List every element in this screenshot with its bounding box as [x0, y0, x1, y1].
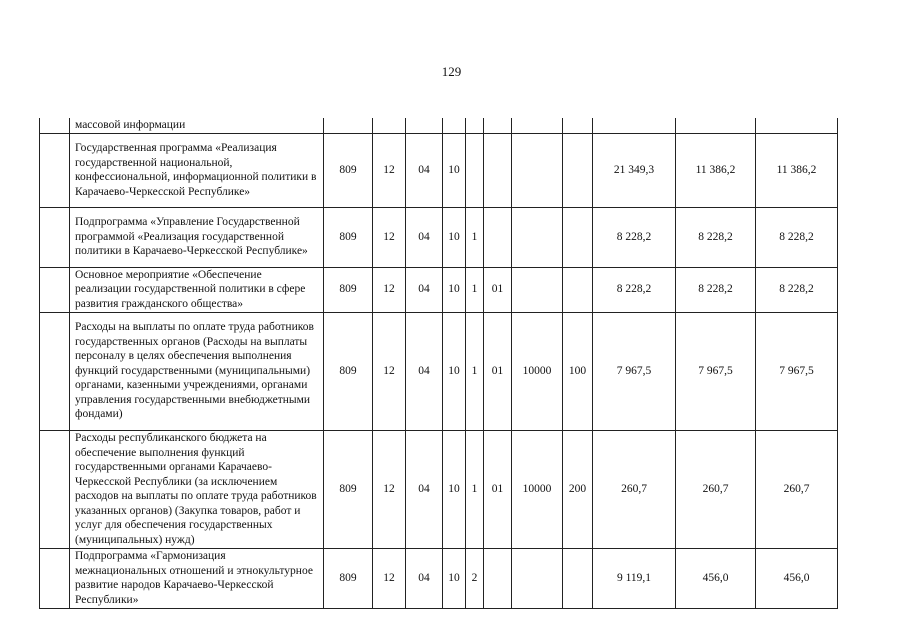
- row-marker-cell: [40, 207, 70, 267]
- table-row: [40, 548, 838, 608]
- amount-2: 260,7: [676, 430, 756, 548]
- row-marker-cell: [40, 133, 70, 207]
- program-code: 10: [443, 430, 466, 548]
- direction-code: [512, 548, 563, 608]
- amount-2: 7 967,5: [676, 312, 756, 430]
- budget-table: [39, 118, 838, 609]
- table-row: [40, 207, 838, 267]
- item-name: Государственная программа «Реализация государственной национальной, конфессиональной, информационной политики в Карачаево-Черкесской Республике»: [70, 133, 324, 207]
- amount-2: [676, 118, 756, 133]
- subprogram-code: 1: [466, 312, 484, 430]
- expense-type-code: [563, 207, 593, 267]
- subprogram-code: 1: [466, 267, 484, 312]
- row-marker-cell: [40, 548, 70, 608]
- subprogram-code: 1: [466, 430, 484, 548]
- ministry-code: 809: [324, 133, 373, 207]
- program-code: 10: [443, 267, 466, 312]
- row-marker-cell: [40, 267, 70, 312]
- event-code: 01: [484, 267, 512, 312]
- event-code: 01: [484, 312, 512, 430]
- section-code: 12: [373, 430, 406, 548]
- event-code: 01: [484, 430, 512, 548]
- program-code: 10: [443, 133, 466, 207]
- program-code: [443, 118, 466, 133]
- page-number: 129: [441, 64, 462, 79]
- item-name: массовой информации: [70, 118, 324, 133]
- ministry-code: [324, 118, 373, 133]
- amount-1: 21 349,3: [593, 133, 676, 207]
- event-code: [484, 207, 512, 267]
- subsection-code: 04: [406, 430, 443, 548]
- ministry-code: 809: [324, 312, 373, 430]
- section-code: 12: [373, 133, 406, 207]
- direction-code: [512, 267, 563, 312]
- subsection-code: 04: [406, 312, 443, 430]
- item-name: Основное мероприятие «Обеспечение реализации государственной политики в сфере развития гражданского общества»: [70, 267, 324, 312]
- amount-1: 9 119,1: [593, 548, 676, 608]
- program-code: 10: [443, 312, 466, 430]
- amount-3: 8 228,2: [756, 207, 838, 267]
- subsection-code: 04: [406, 133, 443, 207]
- expense-type-code: [563, 267, 593, 312]
- subsection-code: 04: [406, 548, 443, 608]
- event-code: [484, 548, 512, 608]
- amount-2: 456,0: [676, 548, 756, 608]
- amount-1: 8 228,2: [593, 207, 676, 267]
- row-marker-cell: [40, 312, 70, 430]
- ministry-code: 809: [324, 548, 373, 608]
- item-name: Подпрограмма «Управление Государственной программой «Реализация государственной политики в Карачаево-Черкесской Республике»: [70, 207, 324, 267]
- direction-code: 10000: [512, 312, 563, 430]
- ministry-code: 809: [324, 207, 373, 267]
- direction-code: [512, 133, 563, 207]
- amount-3: 11 386,2: [756, 133, 838, 207]
- amount-3: 456,0: [756, 548, 838, 608]
- amount-3: 8 228,2: [756, 267, 838, 312]
- section-code: [373, 118, 406, 133]
- direction-code: [512, 207, 563, 267]
- row-marker-cell: [40, 430, 70, 548]
- item-name: Расходы республиканского бюджета на обеспечение выполнения функций государственными органами Карачаево-Черкесской Республики (за исключением расходов на выплаты по оплате труда работников указанных органов) (Закупка товаров, работ и услуг для обеспечения государственных (муниципальных) нужд): [70, 430, 324, 548]
- program-code: 10: [443, 548, 466, 608]
- amount-1: [593, 118, 676, 133]
- amount-3: 7 967,5: [756, 312, 838, 430]
- amount-1: 8 228,2: [593, 267, 676, 312]
- table-row: [40, 312, 838, 430]
- subprogram-code: 1: [466, 207, 484, 267]
- direction-code: [512, 118, 563, 133]
- expense-type-code: [563, 118, 593, 133]
- subprogram-code: 2: [466, 548, 484, 608]
- subsection-code: 04: [406, 267, 443, 312]
- amount-3: 260,7: [756, 430, 838, 548]
- expense-type-code: [563, 548, 593, 608]
- expense-type-code: 100: [563, 312, 593, 430]
- amount-1: 7 967,5: [593, 312, 676, 430]
- table-row: [40, 133, 838, 207]
- subsection-code: [406, 118, 443, 133]
- expense-type-code: [563, 133, 593, 207]
- section-code: 12: [373, 267, 406, 312]
- amount-3: [756, 118, 838, 133]
- direction-code: 10000: [512, 430, 563, 548]
- ministry-code: 809: [324, 267, 373, 312]
- ministry-code: 809: [324, 430, 373, 548]
- item-name: Расходы на выплаты по оплате труда работников государственных органов (Расходы на выплаты персоналу в целях обеспечения выполнения функций государственными (муниципальными) органами, казенными учреждениями, органами управления государственными внебюджетными фондами): [70, 312, 324, 430]
- section-code: 12: [373, 548, 406, 608]
- subprogram-code: [466, 133, 484, 207]
- amount-2: 8 228,2: [676, 267, 756, 312]
- subprogram-code: [466, 118, 484, 133]
- event-code: [484, 133, 512, 207]
- table-row: [40, 430, 838, 548]
- subsection-code: 04: [406, 207, 443, 267]
- event-code: [484, 118, 512, 133]
- expense-type-code: 200: [563, 430, 593, 548]
- amount-2: 11 386,2: [676, 133, 756, 207]
- table-row: [40, 118, 838, 133]
- amount-1: 260,7: [593, 430, 676, 548]
- section-code: 12: [373, 207, 406, 267]
- amount-2: 8 228,2: [676, 207, 756, 267]
- row-marker-cell: [40, 118, 70, 133]
- item-name: Подпрограмма «Гармонизация межнациональных отношений и этнокультурное развитие народов Карачаево-Черкесской Республики»: [70, 548, 324, 608]
- table-row: [40, 267, 838, 312]
- program-code: 10: [443, 207, 466, 267]
- section-code: 12: [373, 312, 406, 430]
